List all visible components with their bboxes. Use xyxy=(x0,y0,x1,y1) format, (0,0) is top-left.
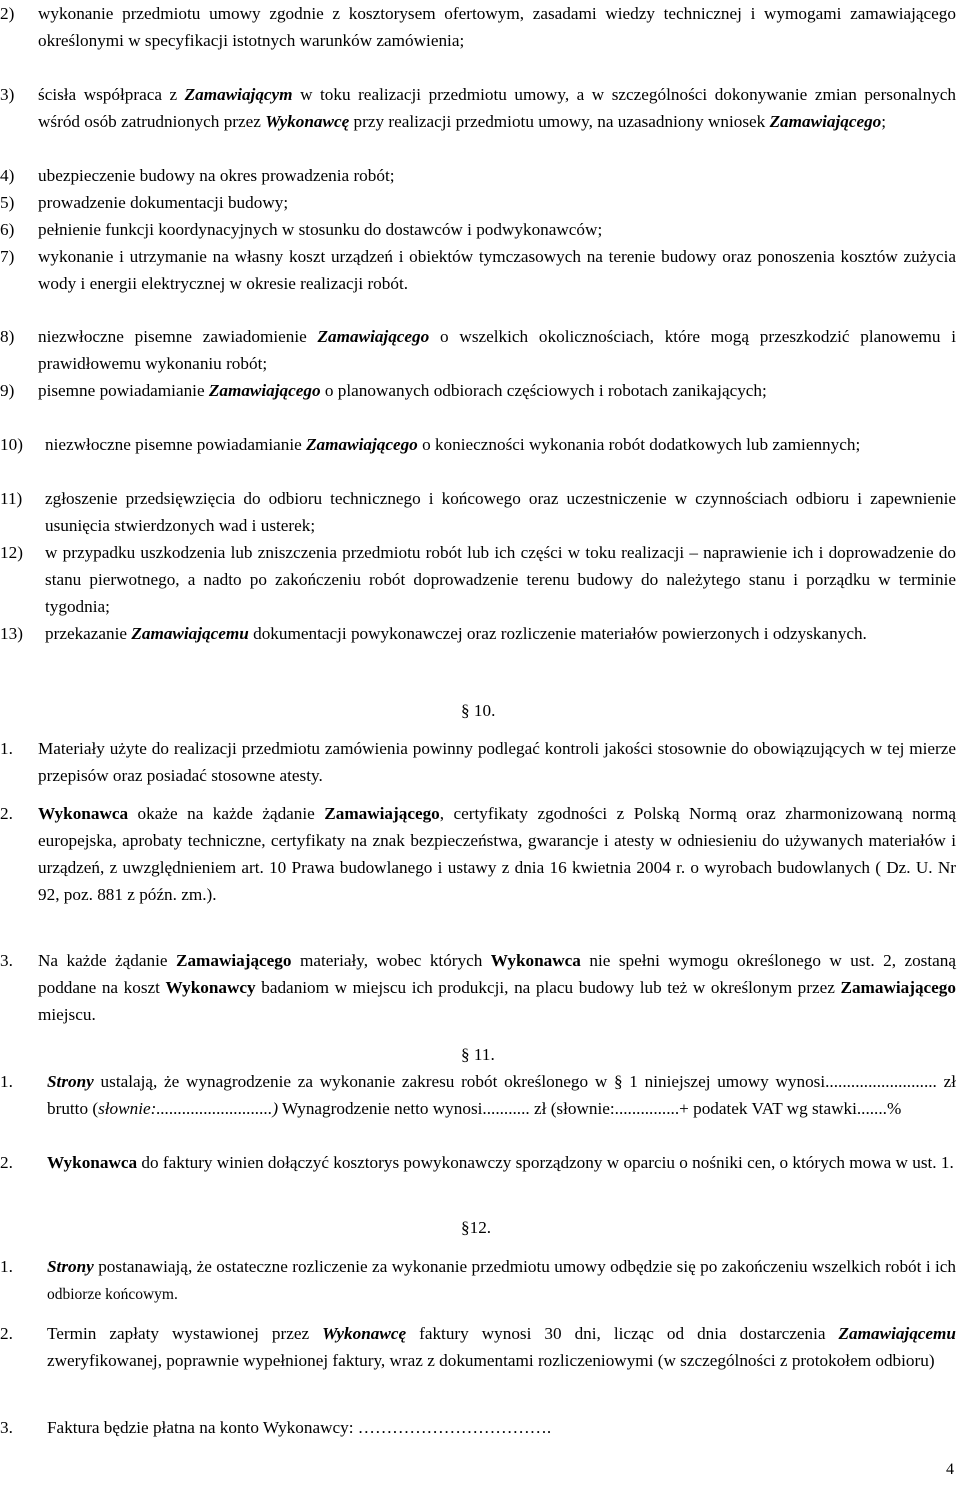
list-item-number: 6) xyxy=(0,220,15,239)
list-item-number: 1. xyxy=(0,1072,13,1091)
list-item-text xyxy=(45,539,956,620)
list-item-text xyxy=(38,243,956,297)
text-run: faktury wynosi 30 dni, licząc od dnia dostarczenia xyxy=(406,1324,839,1343)
list-item-number: 2. xyxy=(0,1324,13,1343)
list-item-number: 2. xyxy=(0,804,13,823)
emphasized-term: Strony xyxy=(47,1072,94,1091)
text-run: niezwłoczne pisemne zawiadomienie xyxy=(38,327,318,346)
list-item xyxy=(0,189,956,216)
emphasized-term: Zamawiającego xyxy=(769,112,882,131)
list-item-text xyxy=(38,377,956,404)
list-item-text xyxy=(47,1414,956,1441)
list-item xyxy=(0,1320,956,1374)
emphasized-term: Wykonawcę xyxy=(265,112,350,131)
list-item-text xyxy=(38,189,956,216)
text-run: o wszelkich okolicznościach, które mogą przeszkodzić planowemu i prawidłowemu wykonaniu robót; xyxy=(38,327,956,373)
list-item-text xyxy=(45,620,956,647)
text-run: ubezpieczenie budowy na okres prowadzenia robót; xyxy=(38,166,395,185)
list-item xyxy=(0,800,956,908)
bold-term: Wykonawca xyxy=(38,804,129,823)
list-item-number: 1. xyxy=(0,739,13,758)
emphasized-term: Zamawiającemu xyxy=(838,1324,956,1343)
list-item-number: 2. xyxy=(0,1153,13,1172)
list-item xyxy=(0,323,956,377)
text-run: wykonanie przedmiotu umowy zgodnie z kosztorysem ofertowym, zasadami wiedzy technicznej i wymogami zamawiającego określonymi w specyfikacji istotnych warunków zamówienia; xyxy=(38,4,956,50)
bold-term: Zamawiającego xyxy=(840,978,956,997)
emphasized-term: Strony xyxy=(47,1257,94,1276)
text-run: przekazanie xyxy=(45,624,132,643)
list-item-text xyxy=(38,162,956,189)
list-item xyxy=(0,377,956,404)
emphasized-term: Zamawiającego xyxy=(317,327,430,346)
text-run: prowadzenie dokumentacji budowy; xyxy=(38,193,289,212)
text-run: dokumentacji powykonawczej oraz rozliczenie materiałów powierzonych i odzyskanych. xyxy=(248,624,867,643)
bold-term: Wykonawcy xyxy=(165,978,256,997)
bold-term: Zamawiającego xyxy=(324,804,440,823)
list-item xyxy=(0,216,956,243)
list-item-number: 1. xyxy=(0,1257,13,1276)
section-heading: § 10. xyxy=(461,701,496,720)
text-run: , certyfikaty zgodności z Polską Normą oraz zharmonizowaną normą europejska, aprobaty techniczne, certyfikaty na znak bezpieczeństwa, gwarancje i atesty w odniesieniu do używanych materiałów i urządzeń, z uwzględnieniem art. 10 Prawa budowlanego i ustawy z dnia 16 kwietnia 2004 r. o wyrobach budowlanych ( Dz. U. Nr 92, poz. 881 z późn. zm.). xyxy=(38,804,956,904)
list-item xyxy=(0,243,956,297)
bold-term: Zamawiającego xyxy=(175,951,292,970)
bold-term: Wykonawca xyxy=(490,951,581,970)
list-item-number: 12) xyxy=(0,543,23,562)
text-run: okaże na każde żądanie xyxy=(128,804,325,823)
text-run: o planowanych odbiorach częściowych i robotach zanikających; xyxy=(320,381,767,400)
list-item-number: 4) xyxy=(0,166,15,185)
list-item xyxy=(0,162,956,189)
text-run: wykonanie i utrzymanie na własny koszt urządzeń i obiektów tymczasowych na terenie budowy oraz ponoszenia kosztów zużycia wody i energii elektrycznej w okresie realizacji robót. xyxy=(38,247,956,293)
text-run: Wynagrodzenie netto wynosi........... zł (słownie:...............+ podatek VAT wg stawki.......% xyxy=(278,1099,902,1118)
text-run: Materiały użyte do realizacji przedmiotu zamówienia powinny podlegać kontroli jakości stosownie do obowiązujących w tej mierze przepisów oraz posiadać stosowne atesty. xyxy=(38,739,956,785)
list-item-text xyxy=(45,431,956,458)
italic-text: słownie:...........................) xyxy=(98,1099,279,1118)
list-item-number: 3) xyxy=(0,85,15,104)
list-item xyxy=(0,947,956,1028)
list-item-number: 8) xyxy=(0,327,15,346)
text-run: materiały, wobec których xyxy=(291,951,491,970)
text-run: Na każde żądanie xyxy=(38,951,176,970)
list-item-text xyxy=(38,323,956,377)
small-text: odbiorze końcowym. xyxy=(47,1286,178,1303)
list-item-number: 7) xyxy=(0,247,15,266)
list-item xyxy=(0,1253,956,1308)
list-item xyxy=(0,431,956,458)
list-item-text xyxy=(38,735,956,789)
list-item-text xyxy=(47,1320,956,1374)
text-run: miejscu. xyxy=(38,1005,96,1024)
list-item-number: 11) xyxy=(0,489,23,508)
list-item-text xyxy=(47,1149,956,1176)
list-item-number: 3. xyxy=(0,951,13,970)
list-item-text xyxy=(38,947,956,1028)
page-number: 4 xyxy=(946,1461,954,1478)
text-run: ścisła współpraca z xyxy=(38,85,185,104)
list-item-number: 5) xyxy=(0,193,15,212)
emphasized-term: Zamawiającego xyxy=(208,381,321,400)
list-item xyxy=(0,539,956,620)
text-run: pisemne powiadamianie xyxy=(38,381,209,400)
list-item xyxy=(0,485,956,539)
list-item-text xyxy=(38,216,956,243)
text-run: zgłoszenie przedsięwzięcia do odbioru technicznego i końcowego oraz uczestniczenie w czynnościach odbioru i zapewnienie usunięcia stwierdzonych wad i usterek; xyxy=(45,489,956,535)
list-item xyxy=(0,1068,956,1122)
list-item-number: 3. xyxy=(0,1418,13,1437)
bold-term: Wykonawca xyxy=(47,1153,138,1172)
text-run: niezwłoczne pisemne powiadamianie xyxy=(45,435,307,454)
list-item xyxy=(0,735,956,789)
list-item-text xyxy=(38,800,956,908)
list-item-text xyxy=(38,81,956,135)
list-item-number: 9) xyxy=(0,381,15,400)
list-item-number: 13) xyxy=(0,624,23,643)
text-run: pełnienie funkcji koordynacyjnych w stosunku do dostawców i podwykonawców; xyxy=(38,220,603,239)
section-heading: § 11. xyxy=(461,1045,495,1064)
emphasized-term: Wykonawcę xyxy=(322,1324,407,1343)
text-run: ; xyxy=(881,112,887,131)
section-heading: §12. xyxy=(461,1218,492,1237)
text-run: Faktura będzie płatna na konto Wykonawcy: ……………………………. xyxy=(47,1418,552,1437)
list-item xyxy=(0,0,956,54)
text-run: w toku realizacji przedmiotu umowy, a w szczególności dokonywanie zmian personalnych wśród osób zatrudnionych przez xyxy=(38,85,956,131)
list-item-text xyxy=(38,0,956,54)
text-run: w przypadku uszkodzenia lub zniszczenia przedmiotu robót lub ich części w toku realizacji – naprawienie ich i doprowadzenie do stanu pierwotnego, a nadto po zakończeniu robót doprowadzenie terenu budowy do należytego stanu i porządku w terminie tygodnia; xyxy=(45,543,956,616)
list-item xyxy=(0,81,956,135)
list-item xyxy=(0,1414,956,1441)
list-item-text xyxy=(47,1068,956,1122)
list-item-number: 2) xyxy=(0,4,15,23)
list-item-text xyxy=(45,485,956,539)
text-run: badaniom w miejscu ich produkcji, na placu budowy lub też w określonym przez xyxy=(255,978,841,997)
emphasized-term: Zamawiającego xyxy=(306,435,418,454)
text-run: do faktury winien dołączyć kosztorys powykonawczy sporządzony w oparciu o nośniki cen, o których mowa w ust. 1. xyxy=(137,1153,954,1172)
list-item xyxy=(0,1149,956,1176)
list-item xyxy=(0,620,956,647)
text-run: postanawiają, że ostateczne rozliczenie za wykonanie przedmiotu umowy odbędzie się po zakończeniu wszelkich robót i ich xyxy=(93,1257,956,1276)
text-run: zweryfikowanej, poprawnie wypełnionej faktury, wraz z dokumentami rozliczeniowymi (w szczególności z protokołem odbioru) xyxy=(47,1351,935,1370)
emphasized-term: Zamawiającemu xyxy=(131,624,249,643)
text-run: o konieczności wykonania robót dodatkowych lub zamiennych; xyxy=(417,435,861,454)
text-run: przy realizacji przedmiotu umowy, na uzasadniony wniosek xyxy=(349,112,770,131)
text-run: ustalają, że wynagrodzenie za wykonanie zakresu robót określonego w § 1 niniejszej umowy wynosi.......................... zł brutto ( xyxy=(47,1072,956,1118)
list-item-number: 10) xyxy=(0,435,23,454)
list-item-text xyxy=(47,1253,956,1308)
text-run: Termin zapłaty wystawionej przez xyxy=(47,1324,323,1343)
emphasized-term: Zamawiającym xyxy=(184,85,293,104)
text-run: nie spełni wymogu określonego w ust. 2, zostaną poddane na koszt xyxy=(38,951,957,997)
